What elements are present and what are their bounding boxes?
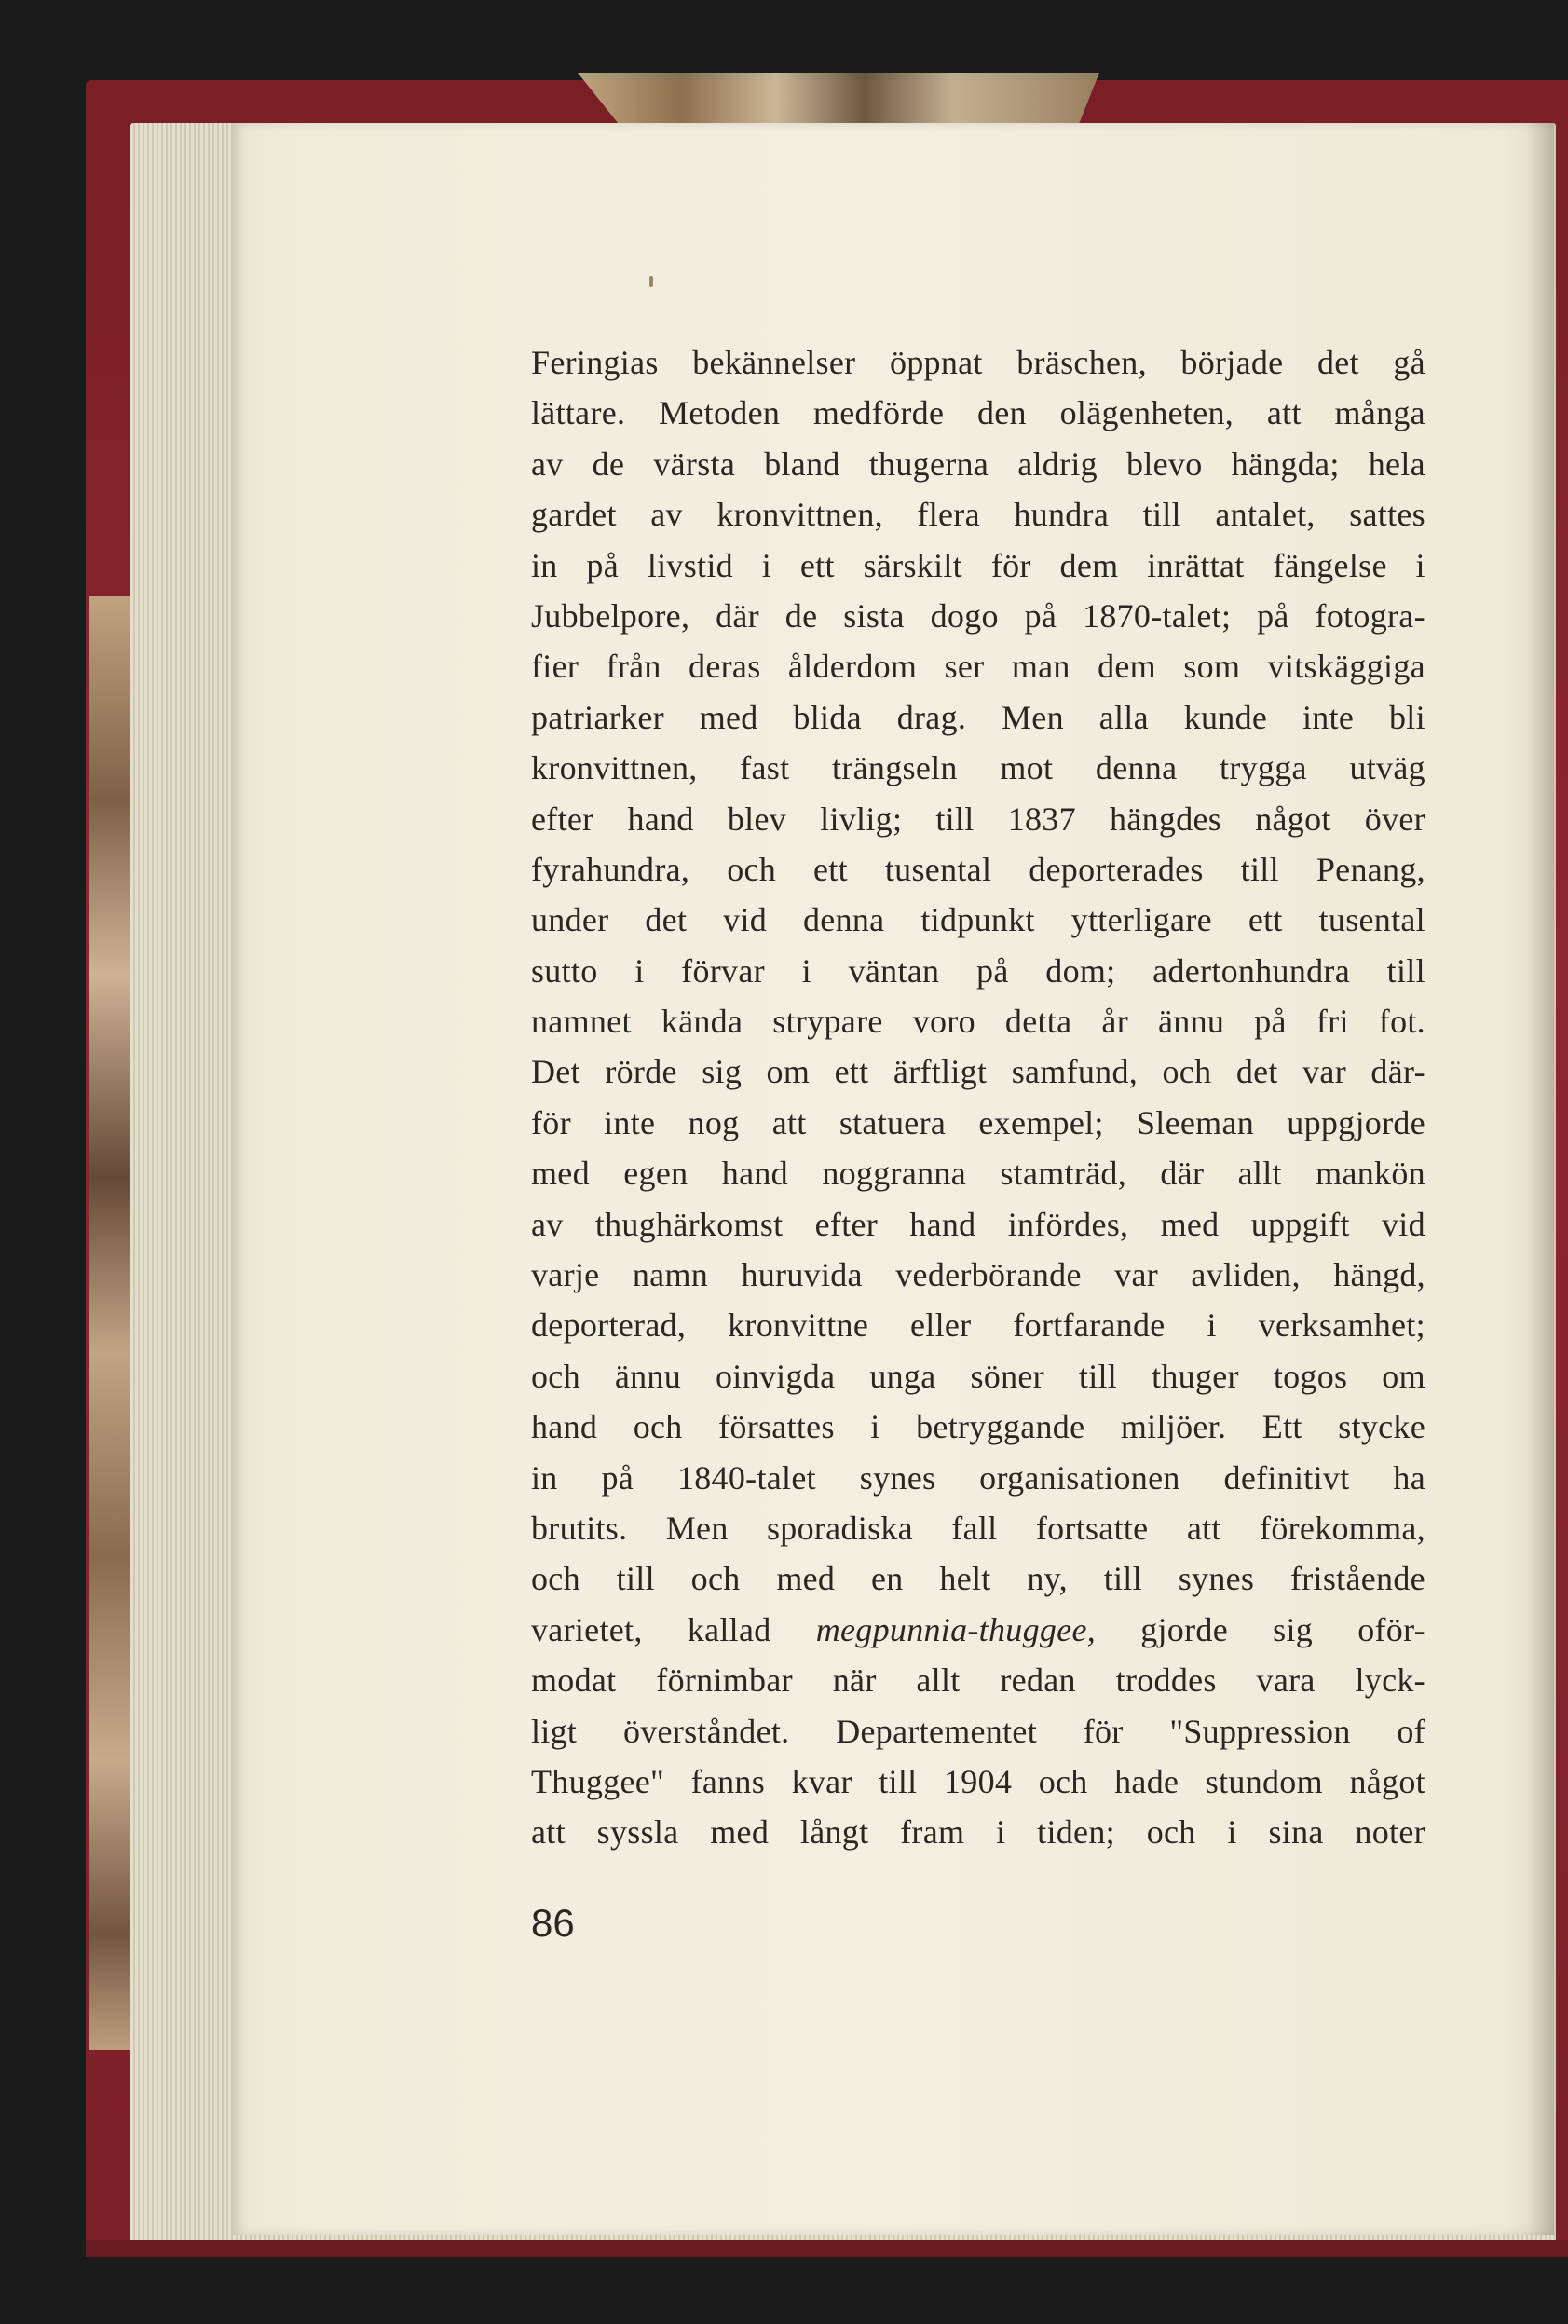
text-word: hängda; [1231, 444, 1340, 483]
text-word: Thuggee" [531, 1762, 665, 1800]
text-word: började [1180, 344, 1284, 381]
text-line [531, 1553, 1425, 1604]
text-word: med [710, 1813, 770, 1852]
text-word: till [1078, 1357, 1118, 1395]
text-word: förekomma, [1260, 1509, 1425, 1547]
text-line [531, 1351, 1425, 1401]
text-word: tusental [1318, 901, 1425, 939]
text-word: söner [970, 1357, 1044, 1395]
text-word: Penang, [1316, 850, 1425, 888]
text-line [531, 743, 1425, 793]
text-word: sporadiska [766, 1509, 913, 1547]
text-word: 1870-talet; [1083, 596, 1232, 635]
text-word: fri [1316, 1003, 1349, 1041]
text-line [531, 1807, 1425, 1857]
text-word: ny, [1027, 1560, 1068, 1598]
text-word: aldrig [1017, 444, 1098, 483]
text-word: stycke [1338, 1408, 1425, 1446]
text-word: deras [689, 648, 761, 686]
text-word: uppgift [1250, 1205, 1350, 1243]
text-word: vara [1256, 1661, 1316, 1700]
text-word: bekännelser [692, 344, 856, 381]
cover-bottom-edge [86, 2240, 1568, 2257]
text-word: på [601, 1458, 634, 1497]
text-word: blev [727, 800, 787, 838]
text-word: uppgjorde [1287, 1103, 1425, 1141]
text-word: efter [531, 800, 594, 838]
text-word: Departementet [836, 1712, 1037, 1750]
text-word: hade [1114, 1762, 1179, 1800]
text-word: alla [1098, 698, 1149, 736]
text-word: of [1397, 1712, 1425, 1750]
text-word: vid [723, 901, 768, 939]
text-word: för [990, 546, 1031, 584]
text-word: noter [1355, 1813, 1425, 1852]
text-line [531, 946, 1425, 996]
text-word: hand [627, 800, 694, 838]
text-word: många [1334, 394, 1425, 432]
text-line [531, 1046, 1425, 1097]
text-word: livstid [647, 546, 733, 584]
text-word: namnet [531, 1003, 632, 1041]
text-word: denna [802, 901, 885, 939]
text-line [531, 591, 1425, 641]
text-word: drag. [896, 698, 967, 736]
text-word: öppnat [889, 344, 983, 381]
text-word: i [1207, 1306, 1217, 1345]
text-word: fier [531, 648, 579, 686]
text-word: vitskäggiga [1267, 648, 1425, 686]
text-line [531, 1453, 1425, 1503]
text-line [531, 1401, 1425, 1452]
text-word: försattes [718, 1408, 835, 1446]
text-word: in [531, 1458, 558, 1497]
text-word: och [531, 1560, 580, 1598]
text-word: dem [1059, 546, 1119, 584]
text-word: något [1255, 800, 1331, 838]
text-word: fristående [1289, 1560, 1425, 1598]
text-word: adertonhundra [1152, 951, 1350, 990]
text-word: och [633, 1408, 683, 1446]
text-word: bli [1388, 698, 1425, 736]
text-line [531, 439, 1425, 489]
text-word: strypare [772, 1003, 883, 1041]
text-word: med [699, 698, 758, 736]
text-word: deporterad, [531, 1306, 687, 1345]
text-word: hand [721, 1155, 788, 1193]
text-word: vederbörande [895, 1256, 1082, 1294]
text-line [531, 692, 1425, 743]
text-word: Feringias [531, 344, 659, 381]
marbled-endpaper-left [89, 596, 132, 2050]
text-word: Jubbelpore, [531, 596, 690, 635]
text-line [531, 1250, 1425, 1300]
text-word: betryggande [916, 1408, 1085, 1446]
text-word: långt [799, 1813, 869, 1852]
text-word: bräschen, [1016, 344, 1147, 381]
text-word: stamträd, [1000, 1155, 1127, 1193]
text-word: fall [951, 1509, 998, 1547]
text-word: från [606, 648, 661, 686]
text-word: där [1160, 1155, 1205, 1193]
text-word: fot. [1378, 1003, 1425, 1041]
text-word: med [1160, 1205, 1220, 1243]
text-word: Det [531, 1053, 580, 1091]
text-word: oinvigda [715, 1357, 836, 1395]
text-word: hela [1368, 444, 1425, 483]
text-word: på [1254, 1003, 1287, 1041]
text-word: vid [1382, 1205, 1425, 1243]
text-word: kronvittnen, [716, 496, 883, 534]
text-word: den [976, 394, 1027, 432]
text-word: man [1011, 648, 1070, 686]
text-word: och [1038, 1762, 1088, 1800]
text-word: i [1227, 1813, 1237, 1852]
text-word: i [761, 546, 772, 584]
text-word: detta [1004, 1003, 1072, 1041]
text-word: Metoden [659, 394, 781, 432]
text-word: kvar [791, 1762, 852, 1800]
text-word: verksamhet; [1258, 1306, 1425, 1345]
text-word: till [935, 800, 975, 838]
text-word: 1904 [943, 1762, 1013, 1800]
text-word: överståndet. [622, 1712, 790, 1750]
text-word: särskilt [863, 546, 962, 584]
text-word: tidpunkt [920, 901, 1035, 939]
text-word: till [616, 1560, 655, 1598]
text-word: till [879, 1762, 918, 1800]
text-word: inrättat [1147, 546, 1245, 584]
text-word: mankön [1316, 1155, 1425, 1193]
text-line [531, 1148, 1425, 1198]
text-word: ett [1248, 901, 1283, 939]
text-word: syssla [596, 1813, 679, 1852]
text-word: år [1101, 1003, 1128, 1041]
text-word: organisationen [979, 1458, 1180, 1497]
text-word: efter [814, 1205, 879, 1243]
text-word: ännu [1158, 1003, 1225, 1041]
page-number: 86 [531, 1901, 575, 1945]
text-word: kända [661, 1003, 743, 1041]
text-line [531, 996, 1425, 1046]
text-word: av [650, 496, 683, 534]
text-word: synes [1178, 1560, 1255, 1598]
text-word: att [1266, 394, 1302, 432]
text-word: medförde [812, 394, 945, 432]
text-word: i [801, 951, 811, 990]
text-word: och [531, 1357, 580, 1395]
text-word: blida [793, 698, 862, 736]
text-word: kronvittnen, [531, 749, 698, 787]
text-word: dom; [1045, 951, 1116, 990]
text-word: Sleeman [1136, 1103, 1255, 1141]
text-word: hand [909, 1205, 976, 1243]
text-word: och [727, 850, 777, 888]
text-word: troddes [1115, 1661, 1217, 1700]
text-word: till [1240, 850, 1279, 888]
text-line [531, 1199, 1425, 1250]
text-word: en [871, 1560, 904, 1598]
text-word: av [531, 444, 564, 483]
text-word: stundom [1205, 1762, 1323, 1800]
text-word: hand [531, 1408, 598, 1446]
text-word: noggranna [822, 1155, 966, 1193]
text-line [531, 1706, 1425, 1757]
text-word: förvar [681, 951, 765, 990]
text-word: rörde [605, 1053, 677, 1091]
text-word: allt [1237, 1155, 1282, 1193]
text-line [531, 1503, 1425, 1553]
text-word: att [1186, 1509, 1221, 1547]
text-line [531, 1605, 1425, 1655]
text-line [531, 337, 1425, 388]
text-word: fängelse [1273, 546, 1387, 584]
text-word: som [1183, 648, 1241, 686]
text-word: Ett [1261, 1408, 1302, 1446]
text-word: voro [912, 1003, 975, 1041]
text-word: gardet [531, 496, 617, 534]
text-line [531, 844, 1425, 895]
text-word: var [1114, 1256, 1159, 1294]
text-word: fortsatte [1035, 1509, 1149, 1547]
text-word: var [1302, 1053, 1346, 1091]
text-line [531, 540, 1425, 591]
text-word: förnimbar [656, 1661, 793, 1700]
text-word: thughärkomst [594, 1205, 784, 1243]
text-word: sig [1273, 1610, 1314, 1648]
text-word: i [996, 1813, 1006, 1852]
text-word: statuera [839, 1103, 947, 1141]
text-word: fanns [690, 1762, 766, 1800]
text-word: namn [632, 1256, 709, 1294]
text-word: lyck- [1355, 1661, 1425, 1700]
text-word: varje [531, 1256, 600, 1294]
text-word: sutto [531, 951, 598, 990]
text-word: denna [1095, 749, 1178, 787]
text-word: fotogra- [1315, 596, 1425, 635]
body-text [531, 337, 1425, 1858]
text-word: redan [1000, 1661, 1076, 1700]
text-word: modat [531, 1661, 617, 1700]
text-word: för [1083, 1712, 1124, 1750]
text-word: fram [900, 1813, 965, 1852]
text-word: väntan [848, 951, 940, 990]
text-line [531, 1300, 1425, 1350]
text-line [531, 895, 1425, 945]
text-line [531, 388, 1425, 438]
text-word: trängseln [832, 749, 958, 787]
text-word: de [784, 596, 818, 635]
text-line [531, 1098, 1425, 1148]
text-word: med [776, 1560, 836, 1598]
text-word: Men [665, 1509, 729, 1547]
text-word: på [1257, 596, 1289, 635]
text-word: kunde [1183, 698, 1268, 736]
text-word: 1840-talet [676, 1458, 816, 1497]
text-word: synes [859, 1458, 936, 1497]
text-word: unga [869, 1357, 936, 1395]
text-word: för [531, 1103, 571, 1141]
text-word: allt [916, 1661, 961, 1700]
text-word: fortfarande [1013, 1306, 1166, 1345]
text-word: i [1415, 546, 1425, 584]
text-word: i [870, 1408, 880, 1446]
text-word: där [716, 596, 759, 635]
text-word: när [832, 1661, 877, 1700]
text-word: bland [764, 444, 840, 483]
text-word: det [1316, 344, 1359, 381]
text-line [531, 641, 1425, 691]
text-word: inte [604, 1103, 656, 1141]
text-word: det [645, 901, 688, 939]
text-word: megpunnia-thuggee, [815, 1610, 1097, 1648]
text-word: ett [813, 850, 848, 888]
text-word: exempel; [978, 1103, 1104, 1141]
text-word: hundra [1014, 496, 1110, 534]
paper-speck [649, 276, 653, 287]
text-word: Men [1002, 698, 1064, 736]
text-word: infördes, [1007, 1205, 1129, 1243]
text-word: att [531, 1813, 566, 1852]
marbled-endpaper-top [578, 73, 1099, 125]
text-word: om [766, 1053, 811, 1091]
text-word: ser [944, 648, 985, 686]
text-word: blevo [1126, 444, 1203, 483]
text-word: 1837 [1007, 800, 1076, 838]
text-word: deporterades [1029, 850, 1204, 888]
text-word: hängdes [1110, 800, 1222, 838]
text-word: sina [1268, 1813, 1324, 1852]
text-word: ärftligt [893, 1053, 988, 1091]
text-word: inte [1302, 698, 1355, 736]
text-word: sattes [1349, 496, 1425, 534]
text-word: tiden; [1037, 1813, 1115, 1852]
text-word: hängd, [1333, 1256, 1425, 1294]
text-word: kronvittne [728, 1306, 869, 1345]
text-word: och [690, 1560, 741, 1598]
text-word: ännu [614, 1357, 682, 1395]
text-word: om [1382, 1357, 1425, 1395]
text-word: ett [834, 1053, 869, 1091]
text-word: antalet, [1215, 496, 1316, 534]
text-word: gå [1393, 344, 1425, 381]
text-word: huruvida [741, 1256, 863, 1294]
text-word: thugerna [868, 444, 989, 483]
text-word: fast [740, 749, 790, 787]
text-word: olägenheten, [1059, 394, 1234, 432]
text-word: av [531, 1205, 564, 1243]
text-word: och [1162, 1053, 1212, 1091]
text-word: eller [910, 1306, 972, 1345]
text-word: fyrahundra, [531, 850, 690, 888]
text-word: sista [843, 596, 905, 635]
text-word: över [1364, 800, 1425, 838]
text-word: på [976, 951, 1009, 990]
text-word: livlig; [820, 800, 903, 838]
text-word: ligt [531, 1712, 578, 1750]
text-word: varietet, [531, 1610, 643, 1648]
text-word: där- [1370, 1053, 1425, 1091]
text-word: att [771, 1103, 807, 1141]
text-word: gjorde [1140, 1610, 1228, 1648]
text-word: på [586, 546, 620, 584]
text-word: och [1146, 1813, 1196, 1852]
text-word: helt [939, 1560, 991, 1598]
text-word: de [592, 444, 625, 483]
text-word: brutits. [531, 1509, 628, 1547]
text-word: dem [1098, 648, 1156, 686]
text-word: värsta [653, 444, 736, 483]
text-word: det [1235, 1053, 1278, 1091]
text-word: thuger [1152, 1357, 1239, 1395]
text-word: in [531, 546, 558, 584]
text-word: "Suppression [1169, 1712, 1351, 1750]
text-line [531, 489, 1425, 540]
text-line [531, 1655, 1425, 1705]
text-word: till [1386, 951, 1425, 990]
text-word: på [1024, 596, 1057, 635]
text-word: något [1349, 1762, 1425, 1800]
text-line [531, 1757, 1425, 1807]
text-word: lättare. [531, 394, 626, 432]
text-word: oför- [1357, 1610, 1425, 1648]
text-word: i [634, 951, 645, 990]
page-gutter-shadow [1526, 123, 1554, 2235]
text-word: ett [799, 546, 835, 584]
text-line [531, 794, 1425, 844]
text-word: avliden, [1191, 1256, 1301, 1294]
text-word: ytterligare [1070, 901, 1212, 939]
text-word: under [531, 901, 609, 939]
text-word: tusental [884, 850, 992, 888]
text-word: dogo [930, 596, 999, 635]
text-word: till [1103, 1560, 1142, 1598]
text-word: mot [1000, 749, 1054, 787]
text-word: till [1142, 496, 1181, 534]
text-word: samfund, [1011, 1053, 1139, 1091]
text-word: patriarker [531, 698, 664, 736]
text-word: nog [688, 1103, 740, 1141]
text-word: utväg [1349, 749, 1425, 787]
text-word: egen [623, 1155, 689, 1193]
text-word: kallad [687, 1610, 771, 1648]
text-word: trygga [1220, 749, 1307, 787]
text-word: flera [917, 496, 980, 534]
text-word: med [531, 1155, 590, 1193]
text-word: sig [702, 1053, 743, 1091]
text-word: ha [1393, 1458, 1425, 1497]
text-word: ålderdom [787, 648, 918, 686]
text-word: togos [1273, 1357, 1348, 1395]
text-word: definitivt [1223, 1458, 1350, 1497]
text-word: miljöer. [1120, 1408, 1227, 1446]
